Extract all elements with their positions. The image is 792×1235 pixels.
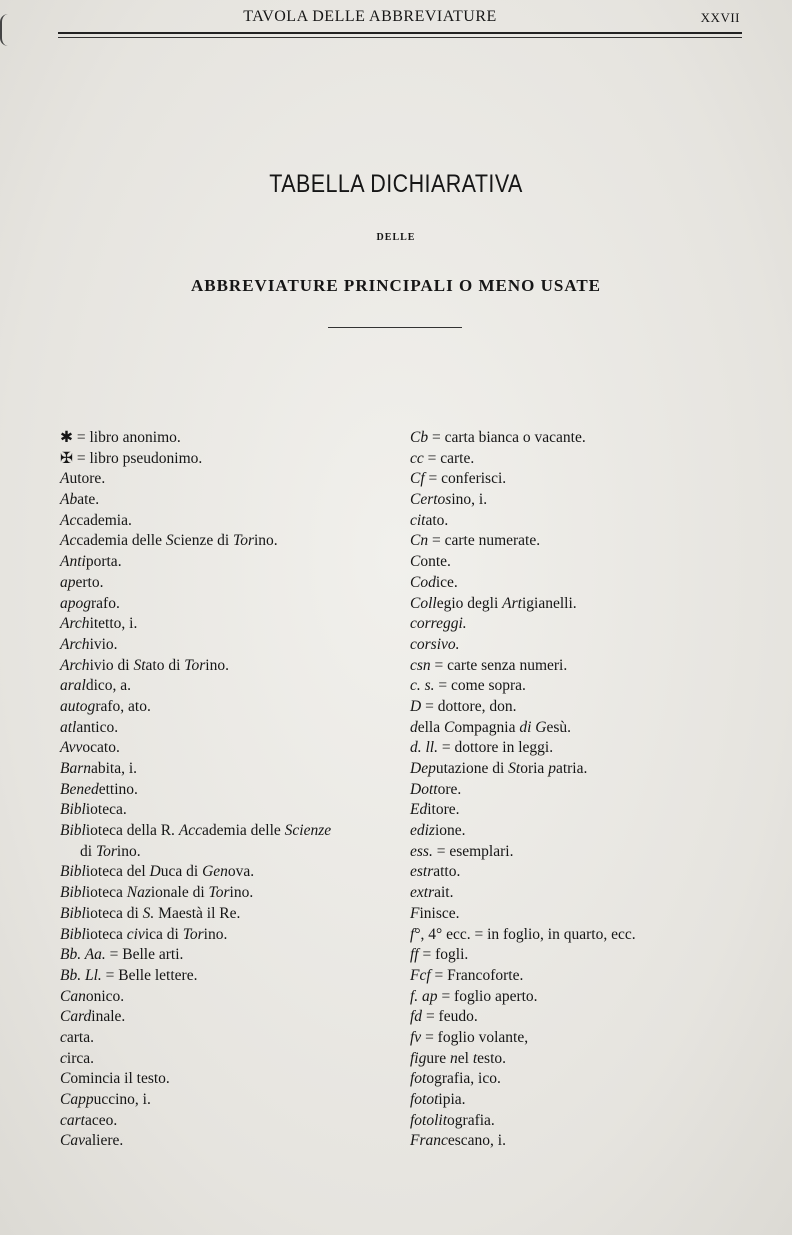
abbreviation-entry: aperto.: [60, 573, 104, 591]
abbreviation-entry: cartaceo.: [60, 1111, 118, 1129]
abbreviation-entry: estratto.: [410, 863, 461, 881]
abbreviation-entry: Editore.: [410, 801, 460, 819]
abbreviation-entry: Antiporta.: [60, 553, 122, 571]
abbreviation-entry: Barnabita, i.: [60, 760, 138, 777]
abbreviation-entry: apografo.: [60, 594, 120, 612]
abbreviation-entry: Autore.: [60, 470, 106, 488]
abbreviation-list-right: [410, 428, 750, 1152]
abbreviation-entry: correggi.: [410, 615, 467, 633]
subtitle: ABBREVIATURE PRINCIPALI O MENO USATE: [190, 276, 602, 295]
abbreviation-entry: Cappuccino, i.: [60, 1091, 151, 1108]
abbreviation-entry: d. ll. = dottore in leggi.: [410, 739, 554, 757]
page-number: XXVII: [700, 10, 740, 25]
abbreviation-entry: Benedettino.: [60, 780, 138, 798]
abbreviation-entry: Finisce.: [410, 904, 460, 922]
abbreviation-entry: Biblioteca del Duca di Genova.: [60, 863, 255, 881]
page-edge-mark: [0, 14, 12, 46]
abbreviation-entry: fotografia, ico.: [410, 1070, 501, 1088]
abbreviation-entry: Archivio.: [60, 635, 118, 653]
abbreviation-entry: cc = carte.: [410, 449, 475, 467]
running-title: TAVOLA DELLE ABBREVIATURE: [243, 8, 497, 25]
abbreviation-entry: fotolitografia.: [410, 1111, 495, 1129]
abbreviation-entry: Archivio di Stato di Torino.: [60, 656, 229, 674]
abbreviation-entry: araldico, a.: [60, 677, 132, 695]
abbreviation-entry: c. s. = come sopra.: [410, 677, 526, 695]
abbreviation-entry: Cardinale.: [60, 1008, 126, 1026]
running-head: [60, 8, 740, 30]
abbreviation-entry: della Compagnia di Gesù.: [410, 718, 572, 736]
abbreviation-entry: csn = carte senza numeri.: [410, 656, 568, 674]
header-rule-thin: [58, 37, 742, 38]
abbreviation-entry: Abate.: [60, 491, 100, 509]
abbreviation-entry: Avvocato.: [60, 739, 120, 757]
abbreviation-entry: f. ap = foglio aperto.: [410, 987, 538, 1005]
abbreviation-entry: atlantico.: [60, 718, 119, 736]
abbreviation-entry: Codice.: [410, 573, 458, 591]
abbreviation-entry: Architetto, i.: [60, 615, 138, 633]
abbreviation-entry: f°, 4° ecc. = in foglio, in quarto, ecc.: [410, 925, 636, 943]
abbreviation-entry: corsivo.: [410, 635, 460, 653]
abbreviation-entry: Cn = carte numerate.: [410, 532, 541, 550]
abbreviation-entry: Cb = carta bianca o vacante.: [410, 429, 586, 446]
abbreviation-entry: Collegio degli Artigianelli.: [410, 594, 577, 612]
header-rule: [58, 32, 742, 34]
abbreviation-entry: Biblioteca Nazionale di Torino.: [60, 884, 254, 902]
abbreviation-entry: Bb. Aa. = Belle arti.: [60, 946, 184, 964]
abbreviation-entry: citato.: [410, 511, 449, 529]
abbreviation-entry: Bb. Ll. = Belle lettere.: [60, 966, 198, 984]
abbreviation-entry: Biblioteca.: [60, 801, 127, 819]
abbreviation-entry: Fcf = Francoforte.: [410, 966, 524, 984]
abbreviation-entry: Canonico.: [60, 987, 125, 1005]
abbreviation-entry: D = dottore, don.: [410, 697, 517, 715]
abbreviation-entry: figure nel testo.: [410, 1049, 507, 1067]
abbreviation-entry: di Torino.: [80, 842, 141, 860]
abbreviation-entry: extrait.: [410, 884, 454, 902]
abbreviation-entry: Biblioteca di S. Maestà il Re.: [60, 904, 241, 922]
abbreviation-entry: Accademia.: [60, 511, 132, 529]
abbreviation-entry: fv = foglio volante,: [410, 1028, 529, 1046]
abbreviation-entry: ✱ = libro anonimo.: [60, 429, 181, 446]
abbreviation-entry: circa.: [60, 1049, 94, 1067]
abbreviation-entry: fd = feudo.: [410, 1008, 478, 1026]
abbreviation-entry: Dottore.: [410, 780, 462, 798]
abbreviation-entry: ✠ = libro pseudonimo.: [60, 449, 203, 467]
abbreviation-entry: ess. = esemplari.: [410, 842, 514, 860]
abbreviation-entry: Comincia il testo.: [60, 1070, 170, 1088]
abbreviation-entry: Francescano, i.: [410, 1132, 506, 1150]
abbreviation-entry: edizione.: [410, 822, 466, 840]
abbreviation-list-left: [60, 428, 400, 1152]
title-connector: DELLE: [376, 232, 416, 243]
abbreviation-entry: Conte.: [410, 553, 451, 571]
abbreviation-entry: ff = fogli.: [410, 946, 469, 964]
abbreviation-entry: Biblioteca civica di Torino.: [60, 925, 228, 943]
main-title: TABELLA DICHIARATIVA: [269, 170, 523, 198]
abbreviation-entry: fototipia.: [410, 1091, 466, 1108]
title-divider: [328, 327, 462, 328]
abbreviation-entry: Cavaliere.: [60, 1132, 124, 1150]
abbreviation-entry: autografo, ato.: [60, 697, 151, 715]
abbreviation-entry: carta.: [60, 1028, 94, 1046]
abbreviation-entry: Certosino, i.: [410, 491, 488, 509]
abbreviation-entry: Cf = conferisci.: [410, 470, 507, 488]
abbreviation-entry: Deputazione di Storia patria.: [410, 760, 588, 777]
abbreviation-entry: Accademia delle Scienze di Torino.: [60, 532, 278, 550]
abbreviation-entry: Biblioteca della R. Accademia delle Scienze: [60, 822, 332, 840]
